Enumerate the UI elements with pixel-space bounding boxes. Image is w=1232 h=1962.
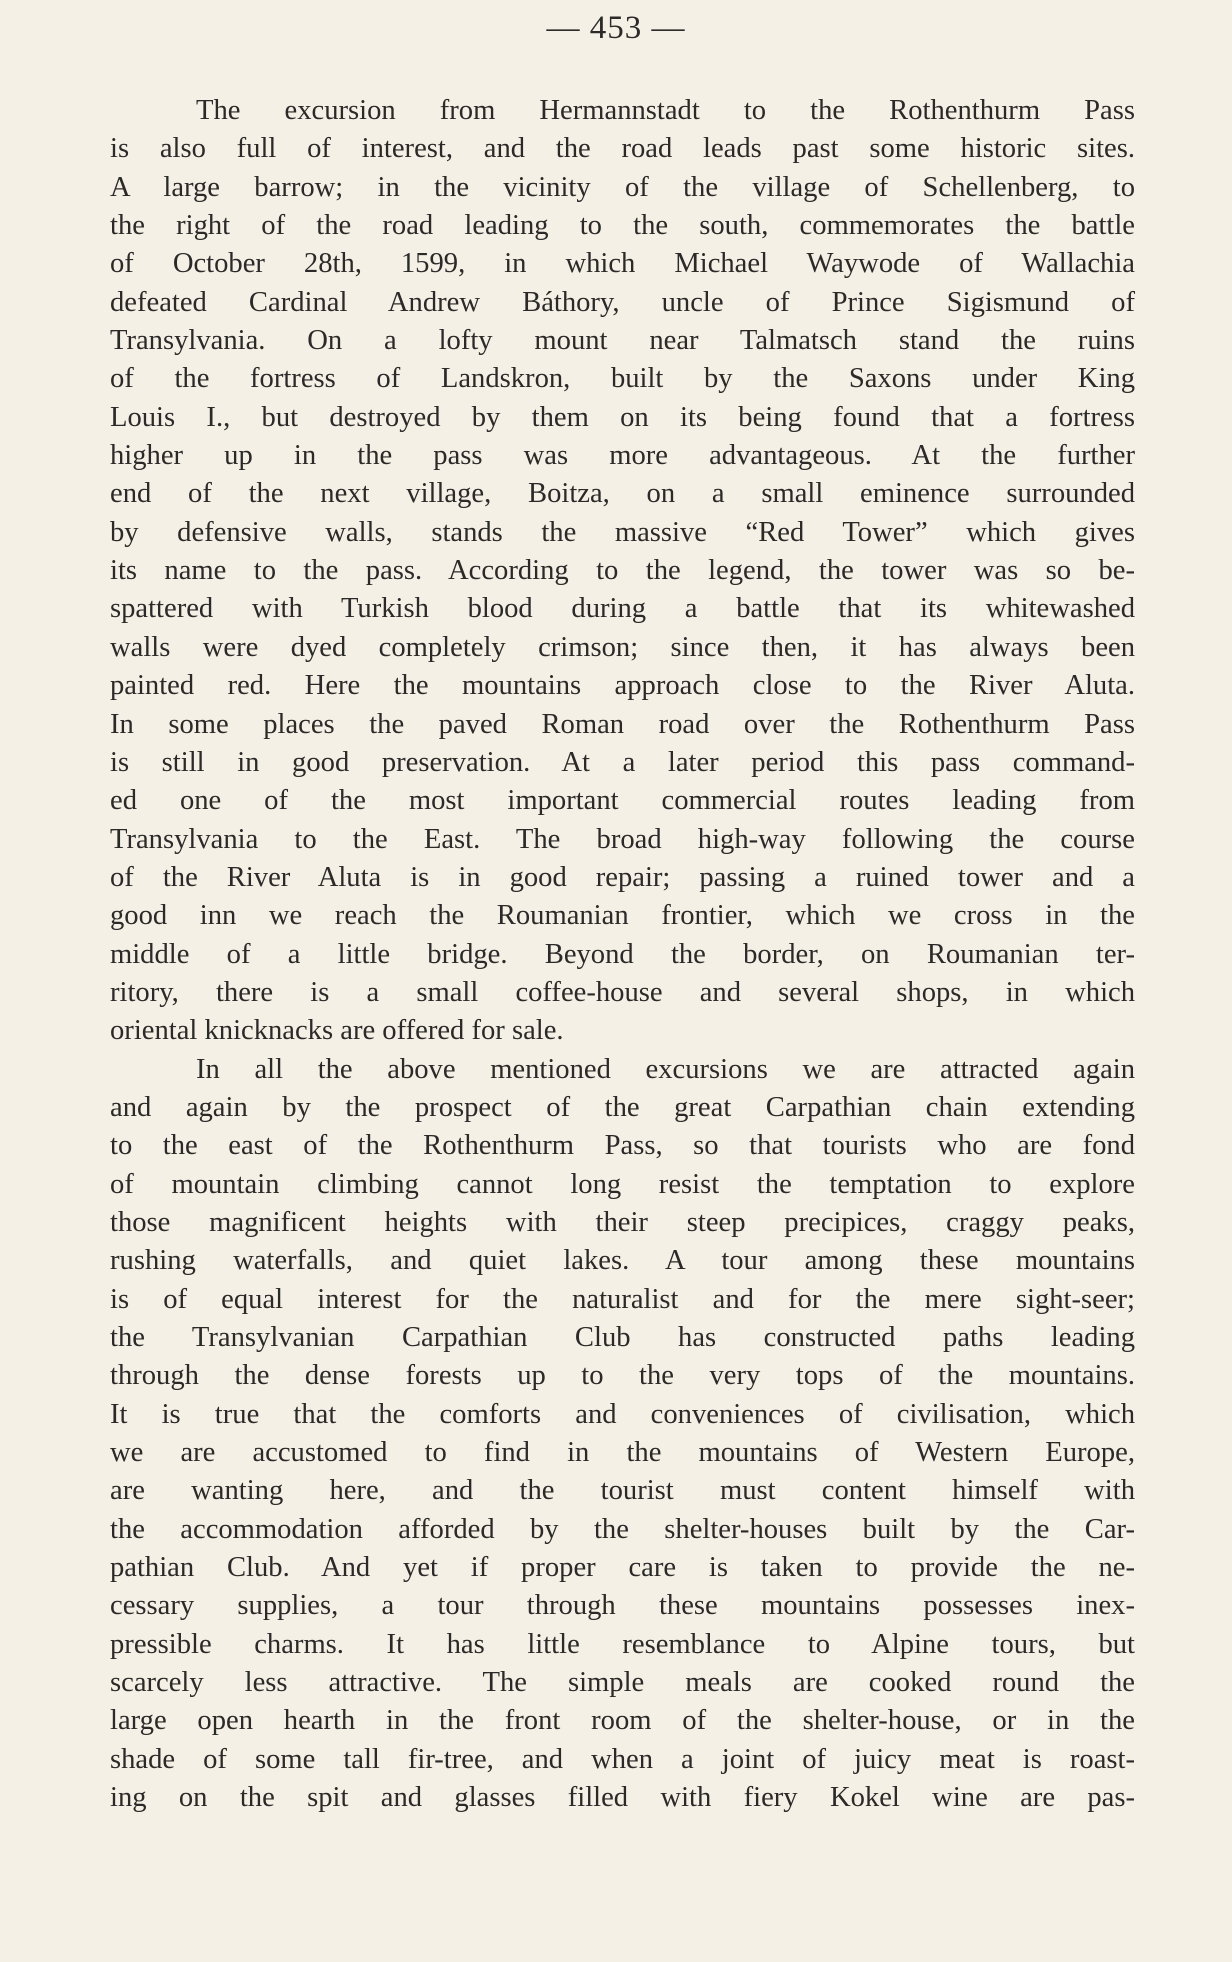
text-line: of the fortress of Landskron, built by the Saxons under King xyxy=(110,363,1135,395)
text-line: spattered with Turkish blood during a battle that its whitewashed xyxy=(110,593,1135,625)
text-line: Transylvania to the East. The broad high-way following the course xyxy=(110,823,1135,855)
text-line: are wanting here, and the tourist must content himself with xyxy=(110,1475,1135,1507)
text-line: we are accustomed to find in the mountains of Western Europe, xyxy=(110,1437,1135,1469)
text-line: is of equal interest for the naturalist and for the mere sight-seer; xyxy=(110,1283,1135,1315)
text-line: scarcely less attractive. The simple meals are cooked round the xyxy=(110,1667,1135,1699)
text-line: In all the above mentioned excursions we are attracted again xyxy=(196,1053,1135,1085)
text-line: rushing waterfalls, and quiet lakes. A tour among these mountains xyxy=(110,1245,1135,1277)
text-line: ritory, there is a small coffee-house and several shops, in which xyxy=(110,976,1135,1008)
text-line: defeated Cardinal Andrew Báthory, uncle of Prince Sigismund of xyxy=(110,286,1135,318)
text-line: by defensive walls, stands the massive “Red Tower” which gives xyxy=(110,516,1135,548)
text-line: good inn we reach the Roumanian frontier, which we cross in the xyxy=(110,900,1135,932)
text-line: A large barrow; in the vicinity of the village of Schellenberg, to xyxy=(110,171,1135,203)
text-line: The excursion from Hermannstadt to the Rothenthurm Pass xyxy=(196,95,1135,126)
text-line: the right of the road leading to the south, commemorates the battle xyxy=(110,210,1135,242)
text-line: pressible charms. It has little resemblance to Alpine tours, but xyxy=(110,1628,1135,1660)
text-line: Louis I., but destroyed by them on its being found that a fortress xyxy=(110,401,1135,433)
text-line: It is true that the comforts and conveniences of civilisation, which xyxy=(110,1398,1135,1430)
text-line: of the River Aluta is in good repair; passing a ruined tower and a xyxy=(110,861,1135,893)
text-line: and again by the prospect of the great Carpathian chain extending xyxy=(110,1091,1135,1123)
text-line: pathian Club. And yet if proper care is taken to provide the ne- xyxy=(110,1552,1135,1584)
text-line: ing on the spit and glasses filled with fiery Kokel wine are pas- xyxy=(110,1782,1135,1814)
text-line: higher up in the pass was more advantageous. At the further xyxy=(110,440,1135,472)
text-line: large open hearth in the front room of the shelter-house, or in the xyxy=(110,1705,1135,1737)
text-line: those magnificent heights with their steep precipices, craggy peaks, xyxy=(110,1206,1135,1238)
text-line: through the dense forests up to the very tops of the mountains. xyxy=(110,1360,1135,1392)
text-line: is also full of interest, and the road leads past some historic sites. xyxy=(110,133,1135,165)
text-line: oriental knicknacks are offered for sale. xyxy=(110,1015,564,1047)
text-line: is still in good preservation. At a later period this pass command- xyxy=(110,746,1135,778)
page-number: — 453 — xyxy=(546,10,686,46)
body-text xyxy=(110,92,1135,1817)
text-line: ed one of the most important commercial routes leading from xyxy=(110,785,1135,817)
text-line: middle of a little bridge. Beyond the border, on Roumanian ter- xyxy=(110,938,1135,970)
text-line: of October 28th, 1599, in which Michael Waywode of Wallachia xyxy=(110,248,1135,280)
text-line: shade of some tall fir-tree, and when a joint of juicy meat is roast- xyxy=(110,1743,1135,1775)
text-line: painted red. Here the mountains approach close to the River Aluta. xyxy=(110,670,1135,702)
text-line: its name to the pass. According to the legend, the tower was so be- xyxy=(110,555,1135,587)
text-line: Transylvania. On a lofty mount near Talmatsch stand the ruins xyxy=(110,325,1135,357)
text-line: of mountain climbing cannot long resist the temptation to explore xyxy=(110,1168,1135,1200)
text-line: the accommodation afforded by the shelter-houses built by the Car- xyxy=(110,1513,1135,1545)
text-line: to the east of the Rothenthurm Pass, so that tourists who are fond xyxy=(110,1130,1135,1162)
text-line: walls were dyed completely crimson; since then, it has always been xyxy=(110,631,1135,663)
text-line: In some places the paved Roman road over the Rothenthurm Pass xyxy=(110,708,1135,740)
text-line: end of the next village, Boitza, on a small eminence surrounded xyxy=(110,478,1135,510)
text-line: the Transylvanian Carpathian Club has constructed paths leading xyxy=(110,1322,1135,1353)
text-line: cessary supplies, a tour through these mountains possesses inex- xyxy=(110,1590,1135,1622)
